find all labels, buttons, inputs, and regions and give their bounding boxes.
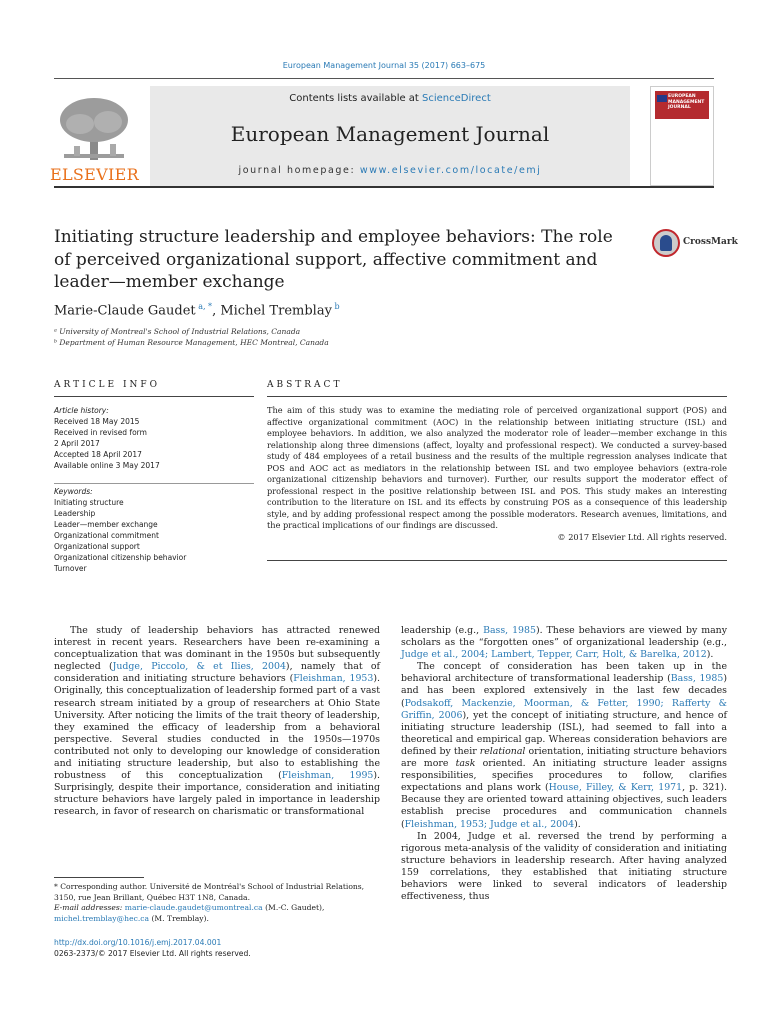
history-item: Accepted 18 April 2017 xyxy=(54,450,142,459)
contents-line: Contents lists available at ScienceDirect xyxy=(289,93,491,104)
doi-link[interactable]: http://dx.doi.org/10.1016/j.emj.2017.04.001 xyxy=(54,938,222,947)
sciencedirect-link[interactable]: ScienceDirect xyxy=(422,93,491,104)
doi-block xyxy=(54,938,251,959)
citation-link[interactable]: Bass, 1985 xyxy=(483,625,536,636)
history-item: 2 April 2017 xyxy=(54,439,100,448)
body-column-right xyxy=(401,625,727,903)
citation-link[interactable]: Podsakoff, Mackenzie, Moorman, & Fetter, 1990; Rafferty & Griffin, 2006 xyxy=(401,697,727,721)
author-name: Marie-Claude Gaudet xyxy=(54,303,196,319)
issn-line: 0263-2373/© 2017 Elsevier Ltd. All rights reserved. xyxy=(54,948,251,958)
body-column-left xyxy=(54,625,380,819)
crossmark-icon xyxy=(652,229,680,257)
email-link[interactable]: michel.tremblay@hec.ca xyxy=(54,913,150,923)
keyword: Turnover xyxy=(54,564,87,573)
footnote-rule xyxy=(54,877,144,878)
journal-homepage: journal homepage: www.elsevier.com/locate/emj xyxy=(238,165,542,176)
publisher-wordmark: ELSEVIER xyxy=(50,165,139,184)
body-paragraph: The concept of consideration has been taken up in the behavioral architecture of transformational leadership (Bass, 1985) and has been explored extensively in the last few decades (Podsakoff, Mackenzie, Moorman, & Fetter, 1990; Rafferty & Griffin, 2006), yet the concept of initiating structure, and hence of initiating structure leadership (ISL), had seemed to fall into a theoretical and empirical gap. Whereas consideration behaviors are defined by their relational orientation, initiating structure behaviors are more task oriented. An initiating structure leader assigns responsibilities, specifies procedures to follow, clarifies expectations and plans work (House, Filley, & Kerr, 1971, p. 321). Because they are oriented toward attaining objectives, such leaders establish precise procedures and communication channels (Fleishman, 1953; Judge et al., 2004). xyxy=(401,661,728,830)
keyword: Leadership xyxy=(54,509,96,518)
author-affiliation-marker[interactable]: a, * xyxy=(195,302,213,311)
header-top-rule xyxy=(54,78,714,79)
corresponding-author: * Corresponding author. Université de Montréal's School of Industrial Relations, 3150, rue Jean Brillant, Québec H3T 1N8, Canada. xyxy=(54,882,365,902)
email-link[interactable]: marie-claude.gaudet@umontreal.ca xyxy=(124,903,263,912)
keyword: Leader—member exchange xyxy=(54,520,158,529)
crossmark-label: CrossMark xyxy=(683,237,738,247)
abstract-bottom-rule xyxy=(267,560,727,561)
citation-link[interactable]: Judge et al., 2004; Lambert, Tepper, Carr, Holt, & Barelka, 2012 xyxy=(401,649,707,661)
abstract-body xyxy=(267,405,727,543)
citation-link[interactable]: Judge, Piccolo, & et Ilies, 2004 xyxy=(112,661,286,673)
keywords-label: Keywords: xyxy=(54,487,93,496)
article-title: Initiating structure leadership and employee behaviors: The role of perceived organizational support, affective commitment and leader—member exchange xyxy=(54,227,613,292)
body-paragraph: In 2004, Judge et al. reversed the trend by performing a rigorous meta-analysis of the validity of consideration and initiating structure behaviors in leadership research. After having analyzed 159 correlations, they established that initiating structure behaviors were linked to several indicators of leadership effectiveness, thus xyxy=(401,830,727,903)
keywords xyxy=(54,486,254,574)
history-item: Available online 3 May 2017 xyxy=(54,461,160,470)
journal-title: European Management Journal xyxy=(230,122,550,146)
abstract-heading: ABSTRACT xyxy=(267,380,343,390)
history-item: Received in revised form xyxy=(54,428,147,437)
author-name: , Michel Tremblay xyxy=(212,303,332,319)
body-paragraph: The study of leadership behaviors has attracted renewed interest in recent years. Researchers have been re-examining a conceptualization that was dominant in the 1950s but subsequently neglected (Judge, Piccolo, & et Ilies, 2004), namely that of consideration and initiating structure behaviors (Fleishman, 1953). Originally, this conceptualization of leadership formed part of a vast research stream initiated by a group of researchers at Ohio State University. After noticing the limits of the trait theory of leadership, they examined the efficacy of leadership from a behavioral perspective. Several studies conducted in the 1950s—1970s contributed not only to developing our knowledge of consideration and initiating structure leadership, but also to establishing the robustness of this conceptualization (Fleishman, 1995). Surprisingly, despite their importance, consideration and initiating structure behaviors have largely paled in importance in leadership research, in favor of research on charismatic or transformational xyxy=(54,625,381,818)
eu-flag-icon xyxy=(657,95,667,102)
journal-citation[interactable]: European Management Journal 35 (2017) 663–675 xyxy=(282,61,486,70)
abstract-text: The aim of this study was to examine the mediating role of perceived organizational support (POS) and affective organizational commitment (AOC) in the relationship between initiating structure (ISL) and employee behaviors. In addition, we also analyzed the moderator role of leader—member exchange in this relationship along three dimensions (affect, loyalty and professional respect). We conducted a survey-based study of 484 employees of a retail business and the results of the multiple regression analyses indicate that POS and AOC act as mediators in the relationship between ISL and two employee behaviors (extra-role organizational citizenship behaviors and turnover). Further, our results support the moderator effect of professional respect in the positive relationship between ISL and POS. This study makes an interesting contribution to the literature on ISL and its effects by construing POS as a consequence of this leadership style, and by adding professional respect among the possible moderators. Research avenues, limitations, and the practical implications of our findings are discussed. xyxy=(267,405,727,530)
article-info-heading: ARTICLE INFO xyxy=(54,380,161,390)
citation-link[interactable]: Fleishman, 1953 xyxy=(293,673,374,685)
cover-band xyxy=(655,91,709,119)
keyword: Organizational citizenship behavior xyxy=(54,553,187,562)
affiliation: ᵇ Department of Human Resource Management, HEC Montreal, Canada xyxy=(54,338,329,347)
corresponding-author-footnote xyxy=(54,882,380,924)
citation-link[interactable]: Bass, 1985 xyxy=(670,673,724,685)
keyword: Initiating structure xyxy=(54,498,124,507)
author-affiliation-marker[interactable]: b xyxy=(331,302,340,311)
author-list xyxy=(54,302,340,318)
article-info-divider xyxy=(54,483,254,484)
cover-title: EUROPEAN MANAGEMENT JOURNAL xyxy=(668,94,705,110)
article-history xyxy=(54,405,254,471)
journal-homepage-link[interactable]: www.elsevier.com/locate/emj xyxy=(359,165,542,176)
history-label: Article history: xyxy=(54,406,109,415)
keyword: Organizational support xyxy=(54,542,140,551)
keyword: Organizational commitment xyxy=(54,531,159,540)
abstract-rule xyxy=(267,396,727,397)
body-paragraph: leadership (e.g., Bass, 1985). These behaviors are viewed by many scholars as the “forgotten ones” of organizational leadership (e.g., Judge et al., 2004; Lambert, Tepper, Carr, Holt, & Barelka, 2012). xyxy=(401,625,728,661)
email-addresses: E-mail addresses: marie-claude.gaudet@umontreal.ca (M.-C. Gaudet), michel.tremblay@hec.ca (M. Tremblay). xyxy=(54,903,325,923)
crossmark-button[interactable] xyxy=(652,229,738,261)
abstract-copyright: © 2017 Elsevier Ltd. All rights reserved. xyxy=(557,531,727,542)
citation-link[interactable]: House, Filley, & Kerr, 1971 xyxy=(548,782,683,794)
article-info-rule xyxy=(54,396,254,397)
affiliation: ᵃ University of Montreal's School of Industrial Relations, Canada xyxy=(54,327,301,336)
citation-link[interactable]: Fleishman, 1995 xyxy=(281,770,374,782)
history-item: Received 18 May 2015 xyxy=(54,417,140,426)
header-bottom-rule xyxy=(54,186,714,188)
journal-cover-thumbnail xyxy=(650,86,714,186)
citation-link[interactable]: Fleishman, 1953; Judge et al., 2004 xyxy=(404,818,575,830)
